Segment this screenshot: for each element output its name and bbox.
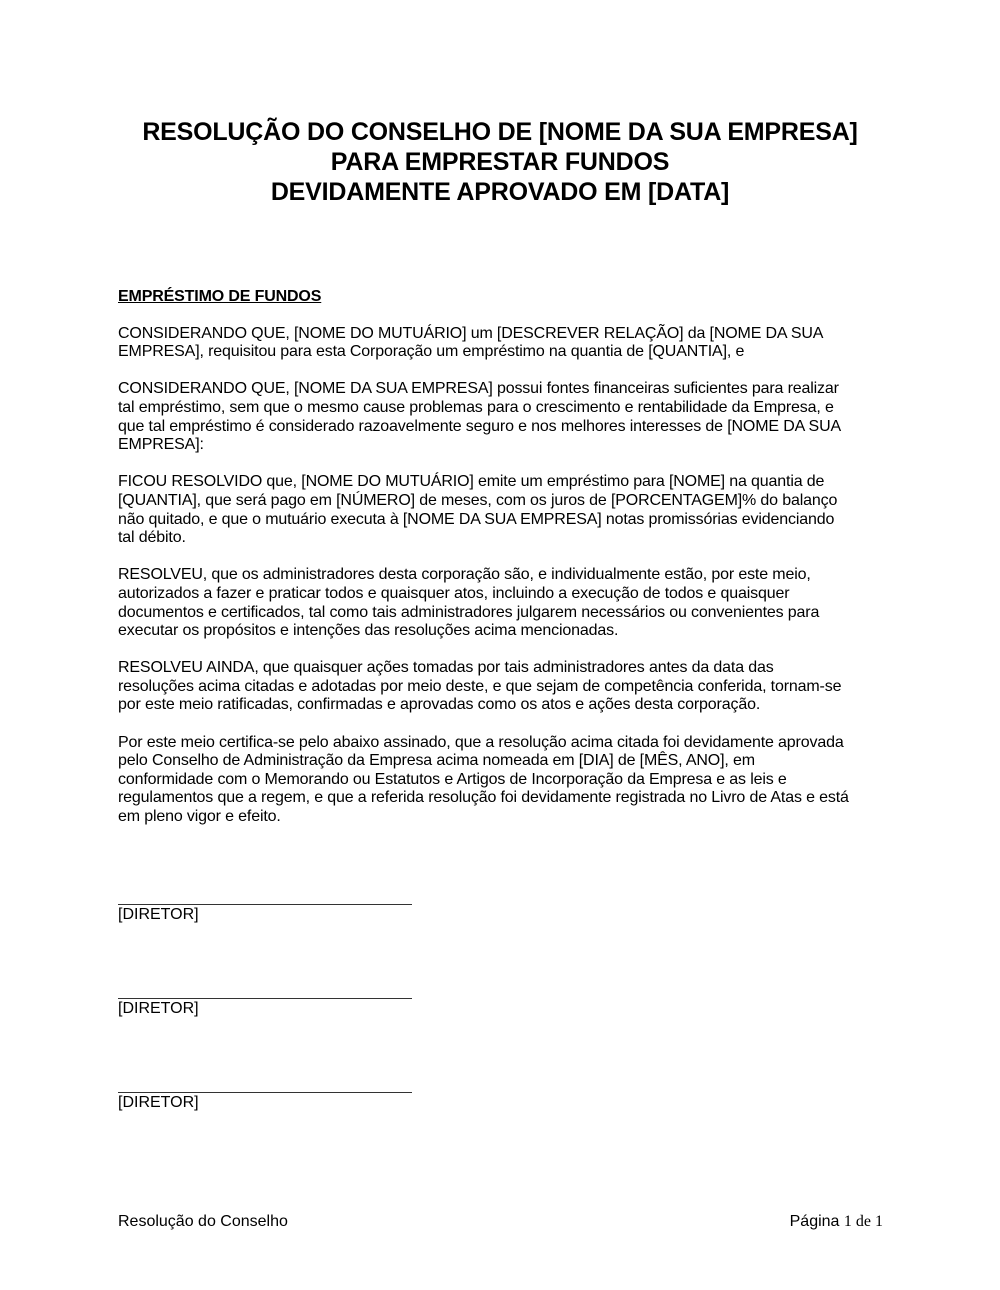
paragraph-line: documentos e certificados, tal como tais administradores julgarem necessários ou convenientes para <box>118 603 820 621</box>
paragraph-ficou-resolvido <box>118 473 888 547</box>
paragraph-line: executar os propósitos e intenções das resoluções acima mencionadas. <box>118 622 619 640</box>
signature-line <box>118 1092 412 1093</box>
page-total: 1 <box>875 1213 883 1230</box>
paragraph-considerando-1 <box>118 325 888 362</box>
footer-document-name: Resolução do Conselho <box>118 1213 288 1230</box>
paragraph-line: pelo Conselho de Administração da Empresa acima nomeada em [DIA] de [MÊS, ANO], em <box>118 752 755 770</box>
signature-line <box>118 998 412 999</box>
paragraph-line: conformidade com o Memorando ou Estatutos e Artigos de Incorporação da Empresa e as leis e <box>118 770 787 788</box>
title-line-1: RESOLUÇÃO DO CONSELHO DE [NOME DA SUA EMPRESA] <box>142 118 858 146</box>
page-label: Página <box>789 1213 844 1230</box>
paragraph-line: tal débito. <box>118 529 186 547</box>
signature-block-3 <box>118 1092 412 1112</box>
paragraph-line: EMPRESA], requisitou para esta Corporação um empréstimo na quantia de [QUANTIA], e <box>118 343 745 361</box>
paragraph-line: Por este meio certifica-se pelo abaixo assinado, que a resolução acima citada foi devidamente aprovada <box>118 733 844 751</box>
signature-line <box>118 904 412 905</box>
page-number <box>790 1212 883 1232</box>
page-separator: de <box>851 1213 875 1230</box>
paragraph-line: que tal empréstimo é considerado razoavelmente seguro e nos melhores interesses de [NOME DA SUA <box>118 417 842 435</box>
paragraph-line: por este meio ratificadas, confirmadas e aprovadas como os atos e ações desta corporação. <box>118 696 761 714</box>
paragraph-line: CONSIDERANDO QUE, [NOME DO MUTUÁRIO] um [DESCREVER RELAÇÃO] da [NOME DA SUA <box>118 324 824 342</box>
document-body <box>118 288 888 845</box>
signature-block-1 <box>118 904 412 924</box>
title-line-2: PARA EMPRESTAR FUNDOS <box>330 148 670 176</box>
page-current: 1 <box>843 1213 852 1230</box>
paragraph-resolveu-ainda <box>118 659 888 715</box>
paragraph-line: RESOLVEU, que os administradores desta corporação são, e individualmente estão, por este meio, <box>118 566 811 584</box>
paragraph-line: não quitado, e que o mutuário executa à [NOME DA SUA EMPRESA] notas promissórias evidenciando <box>118 510 835 528</box>
paragraph-line: regulamentos que a regem, e que a referida resolução foi devidamente registrada no Livro de Atas e está <box>118 789 849 807</box>
paragraph-line: em pleno vigor e efeito. <box>118 808 281 826</box>
paragraph-certificacao <box>118 734 888 827</box>
paragraph-considerando-2 <box>118 380 888 454</box>
paragraph-line: EMPRESA]: <box>118 436 204 454</box>
paragraph-line: [QUANTIA], que será pago em [NÚMERO] de meses, com os juros de [PORCENTAGEM]% do balanço <box>118 491 838 509</box>
paragraph-line: FICOU RESOLVIDO que, [NOME DO MUTUÁRIO] emite um empréstimo para [NOME] na quantia de <box>118 473 825 491</box>
signature-label: [DIRETOR] <box>118 1000 199 1017</box>
section-heading: EMPRÉSTIMO DE FUNDOS <box>118 288 322 305</box>
document-title <box>100 117 900 207</box>
paragraph-line: autorizados a fazer e praticar todos e quaisquer atos, incluindo a execução de todos e quaisquer <box>118 584 790 602</box>
paragraph-resolveu <box>118 566 888 640</box>
paragraph-line: RESOLVEU AINDA, que quaisquer ações tomadas por tais administradores antes da data das <box>118 659 774 677</box>
paragraph-line: resoluções acima citadas e adotadas por meio deste, e que sejam de competência conferida, tornam-se <box>118 677 842 695</box>
paragraph-line: tal empréstimo, sem que o mesmo cause problemas para o crescimento e rentabilidade da Empresa, e <box>118 398 834 416</box>
title-line-3: DEVIDAMENTE APROVADO EM [DATA] <box>270 178 730 206</box>
signature-label: [DIRETOR] <box>118 1094 199 1111</box>
paragraph-line: CONSIDERANDO QUE, [NOME DA SUA EMPRESA] possui fontes financeiras suficientes para realizar <box>118 380 839 398</box>
signature-block-2 <box>118 998 412 1018</box>
signature-label: [DIRETOR] <box>118 906 199 923</box>
